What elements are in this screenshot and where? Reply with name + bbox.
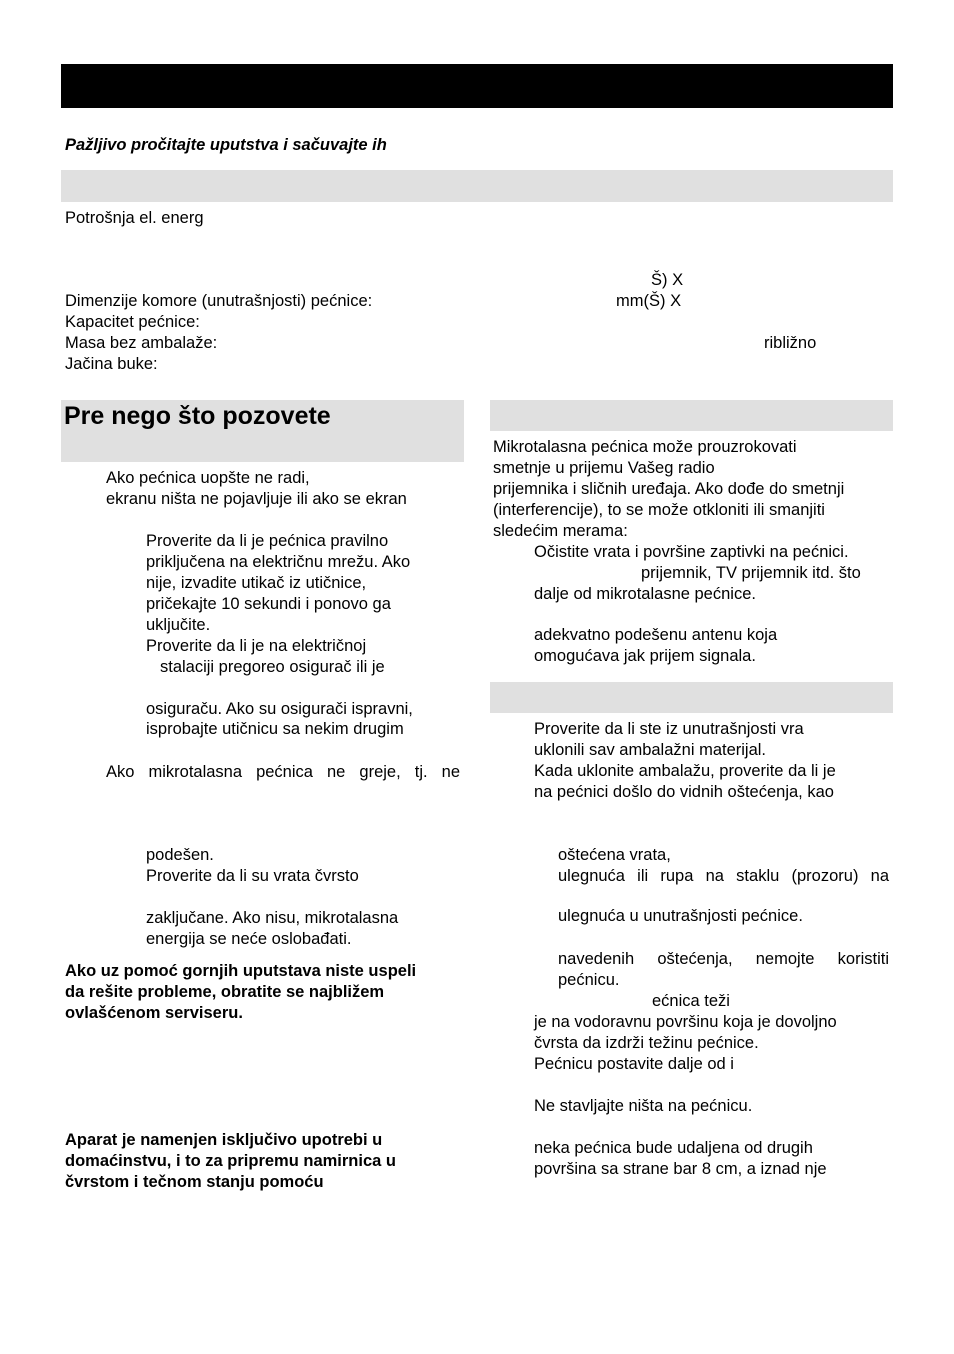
right-p1-line3: prijemnika i sličnih uređaja. Ako dođe do smetnji [493, 480, 845, 498]
right-p4-line2: uklonili sav ambalažni materijal. [534, 741, 767, 759]
right-p5-line2: ulegnuća ili rupa na staklu (prozoru) na [558, 867, 889, 885]
left-p6-line2: energija se neće oslobađati. [146, 930, 352, 948]
right-p4-line1: Proverite da li ste iz unutrašnjosti vra [534, 720, 804, 738]
left-bold1-line2: da rešite probleme, obratite se najbližem [65, 983, 385, 1001]
left-bold1-line1: Ako uz pomoć gornjih uputstava niste uspeli [65, 962, 417, 980]
specs-section-bar [61, 170, 893, 202]
left-p2-line2: priključena na električnu mrežu. Ako [146, 553, 411, 571]
left-p2-line4: pričekajte 10 sekundi i ponovo ga [146, 595, 391, 613]
left-p5-line1: podešen. [146, 846, 214, 864]
left-p2-line5: uključite. [146, 616, 211, 634]
right-p5-line1: oštećena vrata, [558, 846, 671, 864]
right-p1-line5: sledećim merama: [493, 522, 628, 540]
right-p10-line1: Ne stavljajte ništa na pećnicu. [534, 1097, 753, 1115]
right-p8-line1: ećnica teži [652, 992, 730, 1010]
left-p6-line1: zaključane. Ako nisu, mikrotalasna [146, 909, 399, 927]
left-p2-line7: stalaciji pregoreo osigurač ili je [160, 658, 385, 676]
right-p4-line3: Kada uklonite ambalažu, proverite da li je [534, 762, 836, 780]
right-p2-line3: dalje od mikrotalasne pećnice. [534, 585, 756, 603]
right-p11-line2: površina sa strane bar 8 cm, a iznad nje [534, 1160, 827, 1178]
spec-mass-value: ribližno [764, 334, 817, 352]
right-p2-line2: prijemnik, TV prijemnik itd. što [641, 564, 861, 582]
instruction-note: Pažljivo pročitajte uputstva i sačuvajte ih [65, 136, 387, 154]
right-p3-line1: adekvatno podešenu antenu koja [534, 626, 778, 644]
right-p2-line1: Očistite vrata i površine zaptivki na pećnici. [534, 543, 849, 561]
left-p2-line1: Proverite da li je pećnica pravilno [146, 532, 389, 550]
right-p9-line1: je na vodoravnu površinu koja je dovoljno [534, 1013, 837, 1031]
spec-capacity: Kapacitet pećnice: [65, 313, 200, 331]
interference-header-bar [490, 400, 893, 431]
right-p1-line4: (interferencije), to se može otkloniti ili smanjiti [493, 501, 825, 519]
left-bold2-line1: Aparat je namenjen isključivo upotrebi u [65, 1131, 383, 1149]
spec-chamber-value: mm(Š) X [616, 292, 682, 310]
right-p9-line3: Pećnicu postavite dalje od i [534, 1055, 734, 1073]
spec-chamber-label: Dimenzije komore (unutrašnjosti) pećnice: [65, 292, 373, 310]
right-p3-line2: omogućava jak prijem signala. [534, 647, 756, 665]
spec-mass: Masa bez ambalaže: [65, 334, 218, 352]
left-bold2-line2: domaćinstvu, i to za pripremu namirnica u [65, 1152, 396, 1170]
right-p1-line2: smetnje u prijemu Vašeg radio [493, 459, 715, 477]
left-p3-line2: isprobajte utičnicu sa nekim drugim [146, 720, 404, 738]
right-p7-line1: navedenih oštećenja, nemojte koristiti [558, 950, 889, 968]
left-p2-line3: nije, izvadite utikač iz utičnice, [146, 574, 367, 592]
right-p4-line4: na pećnici došlo do vidnih oštećenja, kao [534, 783, 834, 801]
right-p1-line1: Mikrotalasna pećnica može prouzrokovati [493, 438, 797, 456]
right-p9-line2: čvrsta da izdrži težinu pećnice. [534, 1034, 759, 1052]
left-p1-line1: Ako pećnica uopšte ne radi, [106, 469, 310, 487]
left-bold1-line3: ovlašćenom serviseru. [65, 1004, 243, 1022]
left-p2-line6: Proverite da li je na električnoj [146, 637, 367, 655]
left-p1-line2: ekranu ništa ne pojavljuje ili ako se ekran [106, 490, 407, 508]
installation-header-bar [490, 682, 893, 713]
right-p7-line2: pećnicu. [558, 971, 620, 989]
troubleshooting-heading: Pre nego što pozovete [64, 402, 331, 430]
spec-noise: Jačina buke: [65, 355, 158, 373]
right-p11-line1: neka pećnica bude udaljena od drugih [534, 1139, 813, 1157]
left-p3-line1: osiguraču. Ako su osigurači ispravni, [146, 700, 413, 718]
right-p6-line1: ulegnuća u unutrašnjosti pećnice. [558, 907, 803, 925]
left-p4-line1: Ako mikrotalasna pećnica ne greje, tj. ne [106, 763, 460, 781]
spec-power: Potrošnja el. energ [65, 209, 204, 227]
spec-dimensions-fragment: Š) X [651, 271, 684, 289]
left-bold2-line3: čvrstom i tečnom stanju pomoću [65, 1173, 324, 1191]
left-p5-line2: Proverite da li su vrata čvrsto [146, 867, 359, 885]
title-bar [61, 64, 893, 108]
